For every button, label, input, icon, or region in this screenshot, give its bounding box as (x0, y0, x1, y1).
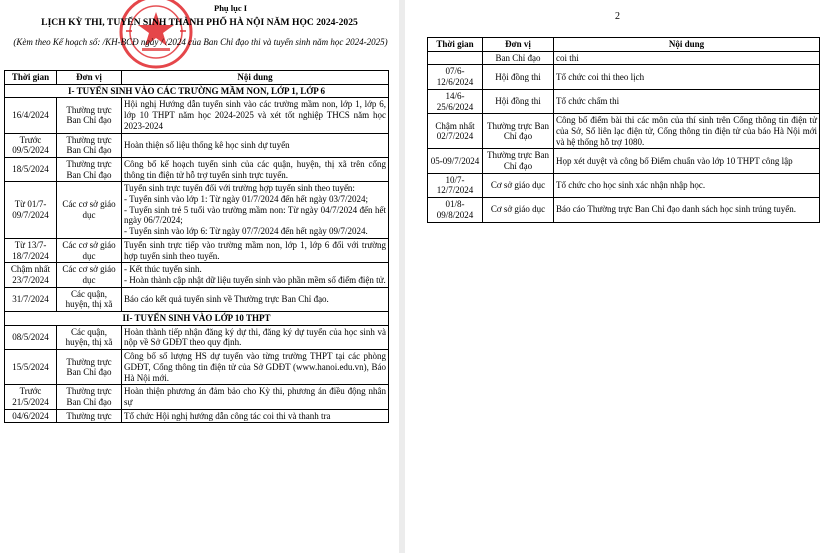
content-line: Hoàn thiện phương án đảm bảo cho Kỳ thi, phương án điều động nhân sự (124, 386, 386, 407)
time-cell: 14/6-25/6/2024 (428, 89, 483, 113)
table-row (5, 238, 389, 262)
content-line: Tổ chức cho học sinh xác nhận nhập học. (556, 180, 706, 191)
red-seal-stamp-icon (118, 0, 194, 70)
time-cell: 15/5/2024 (5, 350, 57, 385)
content-cell (122, 133, 389, 157)
content-cell (554, 149, 820, 173)
content-line: Báo cáo kết quả tuyển sinh về Thường trực Ban Chỉ đạo. (124, 294, 329, 304)
content-cell (554, 114, 820, 149)
time-cell: 31/7/2024 (5, 287, 57, 311)
content-line: - Hoàn thành cập nhật dữ liệu tuyển sinh vào phần mềm số điểm điện tử. (124, 274, 386, 285)
unit-cell: Các cơ sở giáo dục (57, 238, 122, 262)
content-cell (122, 350, 389, 385)
content-line: coi thi (556, 52, 579, 63)
table-row (428, 173, 820, 197)
table-row (5, 98, 389, 133)
content-cell (122, 157, 389, 181)
header-unit: Đơn vị (57, 71, 122, 85)
time-cell: Chậm nhất 23/7/2024 (5, 263, 57, 287)
content-cell (122, 287, 389, 311)
content-cell (554, 65, 820, 89)
unit-cell: Thường trực Ban Chỉ đạo (57, 133, 122, 157)
unit-cell: Thường trực Ban Chỉ đạo (57, 385, 122, 409)
unit-cell: Các quận, huyện, thị xã (57, 325, 122, 349)
content-line: Báo cáo Thường trực Ban Chỉ đạo danh sách học sinh trúng tuyển. (556, 204, 797, 215)
section-heading: I- TUYỂN SINH VÀO CÁC TRƯỜNG MẦM NON, LỚP 1, LỚP 6 (5, 84, 389, 98)
unit-cell: Các cơ sở giáo dục (57, 263, 122, 287)
content-line: - Tuyển sinh trẻ 5 tuổi vào trường mầm non: Từ ngày 04/7/2024 đến hết ngày 06/7/2024; (124, 204, 386, 226)
header-time: Thời gian (428, 38, 483, 52)
table-row (5, 263, 389, 287)
time-cell: 08/5/2024 (5, 325, 57, 349)
table-row (428, 51, 820, 65)
time-cell: 16/4/2024 (5, 98, 57, 133)
document-page-2 (405, 0, 830, 553)
content-line: Hội nghị Hướng dẫn tuyển sinh vào các trường mầm non, lớp 1, lớp 6, lớp 10 THPT năm học 2024-2025 và xét tốt nghiệp THCS năm học 2023-2024 (124, 99, 386, 131)
content-line: Công bố kế hoạch tuyển sinh của các quận, huyện, thị xã trên cổng thông tin điện tử hỗ trợ tuyển sinh trực tuyến. (124, 158, 386, 180)
content-cell (554, 89, 820, 113)
unit-cell: Thường trực Ban Chỉ đạo (483, 114, 554, 149)
content-cell (122, 98, 389, 133)
time-cell: 04/6/2024 (5, 409, 57, 423)
unit-cell: Ban Chỉ đạo (483, 51, 554, 65)
time-cell: 07/6-12/6/2024 (428, 65, 483, 89)
unit-cell: Cơ sở giáo dục (483, 198, 554, 222)
content-cell (122, 325, 389, 349)
time-cell: Từ 13/7-18/7/2024 (5, 238, 57, 262)
section-heading: II- TUYỂN SINH VÀO LỚP 10 THPT (5, 312, 389, 326)
unit-cell: Thường trực Ban Chỉ đạo (57, 157, 122, 181)
unit-cell: Hội đồng thi (483, 89, 554, 113)
content-cell (122, 263, 389, 287)
content-cell (122, 385, 389, 409)
table-row (5, 287, 389, 311)
time-cell: 10/7-12/7/2024 (428, 173, 483, 197)
table-row (428, 149, 820, 173)
time-cell (428, 51, 483, 65)
unit-cell: Cơ sở giáo dục (483, 173, 554, 197)
content-line: - Tuyển sinh vào lớp 1: Từ ngày 01/7/2024 đến hết ngày 03/7/2024; (124, 194, 368, 205)
content-cell (554, 51, 820, 65)
table-header-row (428, 38, 820, 52)
content-line: Tổ chức chấm thi (556, 96, 620, 107)
unit-cell: Thường trực Ban Chỉ đạo (57, 350, 122, 385)
section-row (5, 312, 389, 326)
table-header-row (5, 71, 389, 85)
content-line: Hoàn thiện số liệu thống kê học sinh dự tuyển (124, 139, 290, 150)
time-cell: 05-09/7/2024 (428, 149, 483, 173)
unit-cell: Thường trực Ban Chỉ đạo (483, 149, 554, 173)
content-line: Tuyển sinh trực tuyến đối với trường hợp tuyển sinh theo tuyến: (124, 183, 355, 194)
content-cell (122, 409, 389, 423)
header-content: Nội dung (122, 71, 389, 85)
unit-cell: Các quận, huyện, thị xã (57, 287, 122, 311)
table-row (5, 325, 389, 349)
content-line: Tuyển sinh trực tiếp vào trường mầm non, lớp 1, lớp 6 đối với trường hợp tuyển sinh theo tuyến. (124, 239, 386, 261)
table-row (428, 89, 820, 113)
unit-cell: Các cơ sở giáo dục (57, 182, 122, 239)
unit-cell: Thường trực (57, 409, 122, 423)
content-line: Họp xét duyệt và công bố Điểm chuẩn vào lớp 10 THPT công lập (556, 155, 793, 166)
page-number: 2 (615, 11, 620, 22)
unit-cell: Hội đồng thi (483, 65, 554, 89)
header-time: Thời gian (5, 71, 57, 85)
header-content: Nội dung (554, 38, 820, 52)
document-subtitle: (Kèm theo Kế hoạch số: /KH-BCĐ ngày / /2024 của Ban Chỉ đạo thi và tuyển sinh năm học 2024-2025) (13, 37, 388, 47)
schedule-table-page-1 (4, 70, 389, 423)
annex-label: Phụ lục I (214, 3, 248, 13)
document-title: LỊCH KỲ THI, TUYỂN SINH THÀNH PHỐ HÀ NỘI NĂM HỌC 2024-2025 (41, 17, 358, 28)
table-row (5, 157, 389, 181)
content-line: Công bố số lượng HS dự tuyển vào từng trường THPT tại các phòng GDĐT, Cổng thông tin điện tử của Sở GDĐT (www.hanoi.edu.vn), Báo Hà Nội mới. (124, 351, 386, 383)
schedule-table-page-2 (427, 37, 820, 223)
time-cell: 01/8-09/8/2024 (428, 198, 483, 222)
document-page-1 (0, 0, 399, 553)
header-unit: Đơn vị (483, 38, 554, 52)
content-line: - Kết thúc tuyển sinh. (124, 264, 202, 275)
content-line: Tổ chức Hội nghị hướng dẫn công tác coi thi và thanh tra (124, 410, 331, 421)
time-cell: Từ 01/7-09/7/2024 (5, 182, 57, 239)
table-row (5, 350, 389, 385)
time-cell: Trước 09/5/2024 (5, 133, 57, 157)
content-cell (122, 182, 389, 239)
table-row (428, 65, 820, 89)
time-cell: 18/5/2024 (5, 157, 57, 181)
time-cell: Trước 21/5/2024 (5, 385, 57, 409)
content-line: Công bố điểm bài thi các môn của thí sinh trên Cổng thông tin điện tử của Sở, Sổ liên lạc điện tử, Cổng thông tin điện tử của báo Hà Nội mới và hệ thống hỗ trợ 1080. (556, 115, 817, 147)
content-cell (554, 198, 820, 222)
content-line: Tổ chức coi thi theo lịch (556, 71, 645, 82)
section-row (5, 84, 389, 98)
table-row (428, 114, 820, 149)
unit-cell: Thường trực Ban Chỉ đạo (57, 98, 122, 133)
table-row (428, 198, 820, 222)
content-line: Hoàn thành tiếp nhận đăng ký dự thi, đăng ký dự tuyển của học sinh và nộp về Sở GDĐT theo quy định. (124, 326, 386, 348)
table-row (5, 385, 389, 409)
table-row (5, 133, 389, 157)
content-cell (554, 173, 820, 197)
content-cell (122, 238, 389, 262)
table-row (5, 182, 389, 239)
table-row (5, 409, 389, 423)
time-cell: Chậm nhất 02/7/2024 (428, 114, 483, 149)
content-line: - Tuyển sinh vào lớp 6: Từ ngày 07/7/2024 đến hết ngày 09/7/2024. (124, 226, 368, 237)
